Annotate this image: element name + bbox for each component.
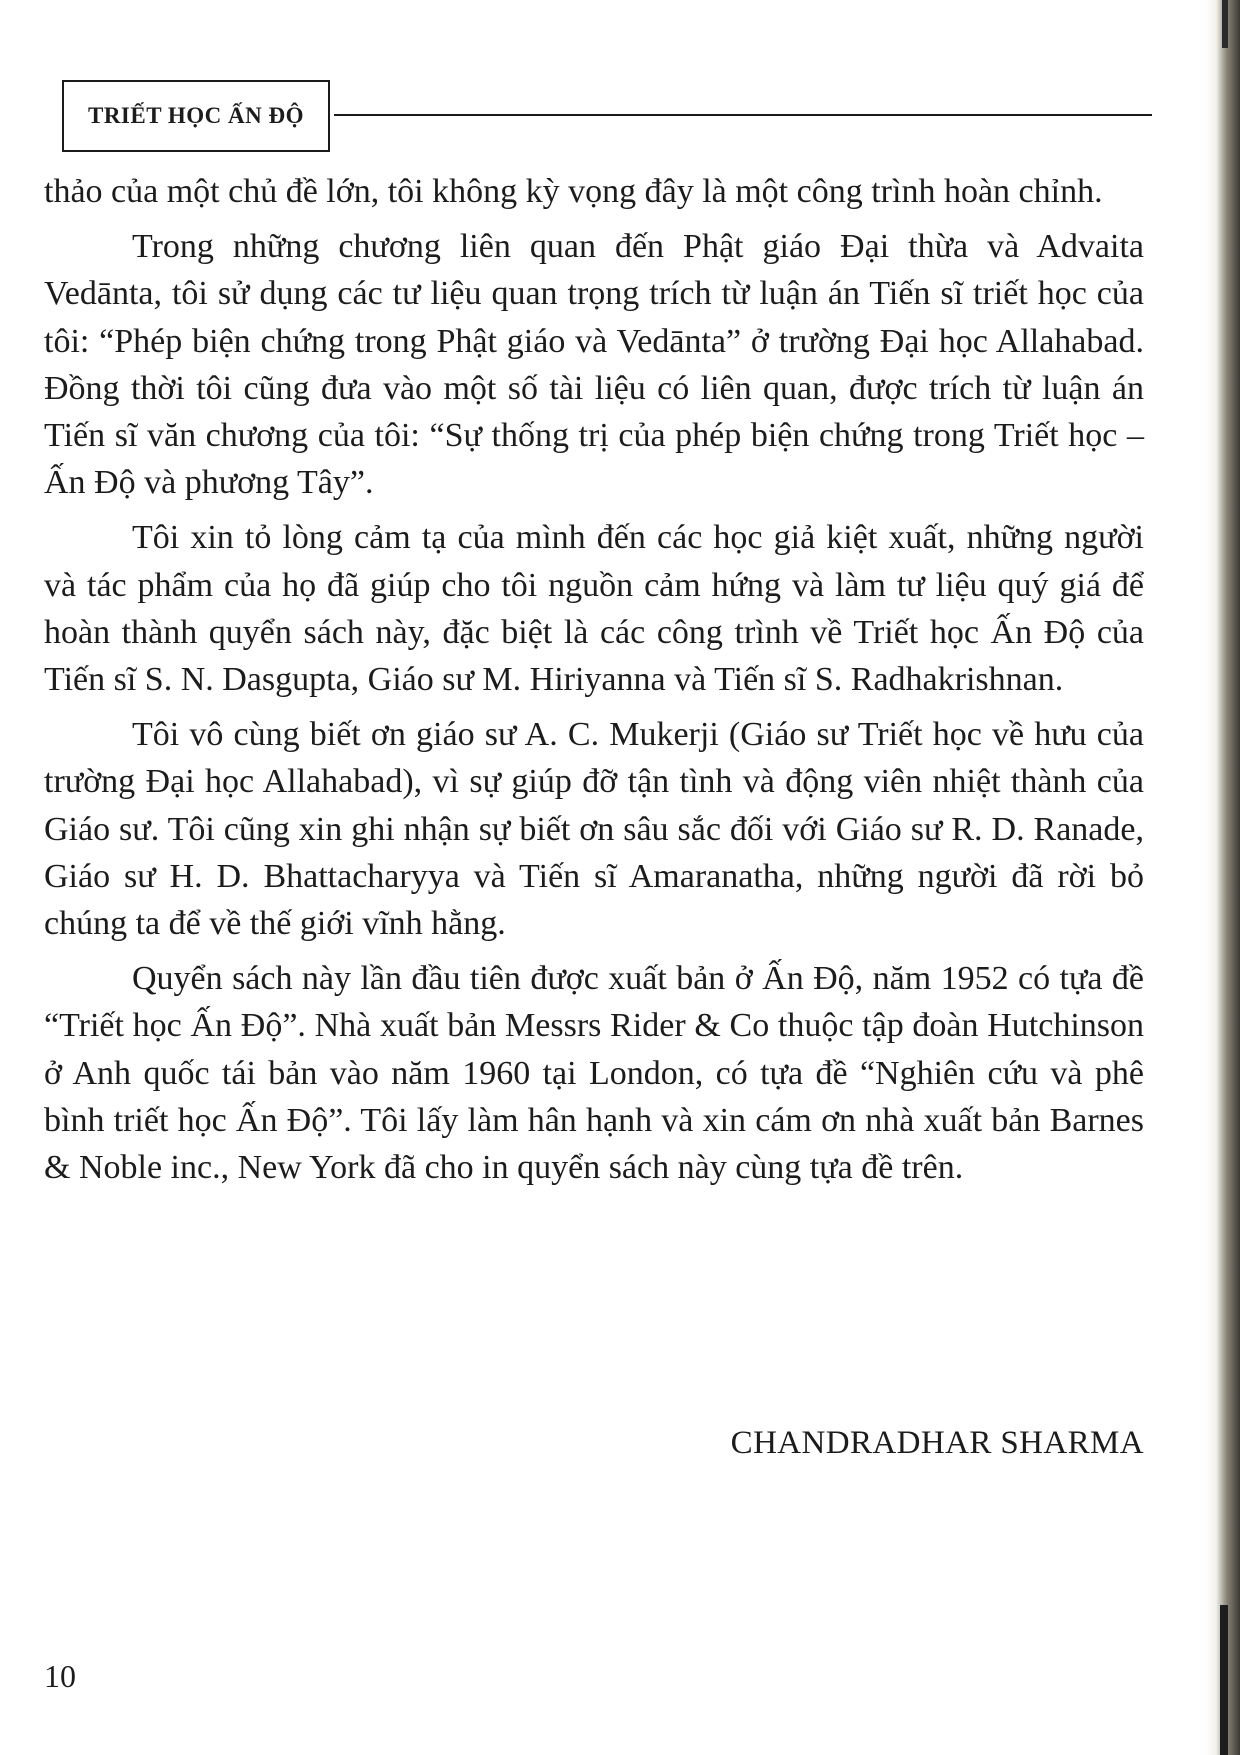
header-rule [334,114,1152,116]
paragraph: Tôi vô cùng biết ơn giáo sư A. C. Mukerji (Giáo sư Triết học về hưu của trường Đại học Allahabad), vì sự giúp đỡ tận tình và động viên nhiệt thành của Giáo sư. Tôi cũng xin ghi nhận sự biết ơn sâu sắc đối với Giáo sư R. D. Ranade, Giáo sư H. D. Bhattacharyya và Tiến sĩ Amaranatha, những người đã rời bỏ chúng ta để về thế giới vĩnh hằng. [44,716,1144,943]
edge-shadow-bottom [1220,1605,1228,1755]
page-number: 10 [44,1658,76,1694]
running-title: TRIẾT HỌC ẤN ĐỘ [62,80,330,152]
paragraph: Tôi xin tỏ lòng cảm tạ của mình đến các học giả kiệt xuất, những người và tác phẩm của họ đã giúp cho tôi nguồn cảm hứng và làm tư liệu quý giá để hoàn thành quyển sách này, đặc biệt là các công trình về Triết học Ấn Độ của Tiến sĩ S. N. Dasgupta, Giáo sư M. Hiriyanna và Tiến sĩ S. Radhakrishnan. [44,519,1144,699]
page-binding-edge [1206,0,1240,1755]
body-text [44,168,1144,1199]
paragraph-continuation: thảo của một chủ đề lớn, tôi không kỳ vọng đây là một công trình hoàn chỉnh. [44,173,1103,210]
paragraph: Trong những chương liên quan đến Phật giáo Đại thừa và Advaita Vedānta, tôi sử dụng các tư liệu quan trọng trích từ luận án Tiến sĩ triết học của tôi: “Phép biện chứng trong Phật giáo và Vedānta” ở trường Đại học Allahabad. Đồng thời tôi cũng đưa vào một số tài liệu có liên quan, được trích từ luận án Tiến sĩ văn chương của tôi: “Sự thống trị của phép biện chứng trong Triết học – Ấn Độ và phương Tây”. [44,228,1144,502]
paragraph: Quyển sách này lần đầu tiên được xuất bản ở Ấn Độ, năm 1952 có tựa đề “Triết học Ấn Độ”. Nhà xuất bản Messrs Rider & Co thuộc tập đoàn Hutchinson ở Anh quốc tái bản vào năm 1960 tại London, có tựa đề “Nghiên cứu và phê bình triết học Ấn Độ”. Tôi lấy làm hân hạnh và xin cám ơn nhà xuất bản Barnes & Noble inc., New York đã cho in quyển sách này cùng tựa đề trên. [44,960,1144,1187]
running-header [62,80,1152,158]
edge-shadow-top [1222,0,1228,48]
author-signature: CHANDRADHAR SHARMA [730,1425,1144,1461]
